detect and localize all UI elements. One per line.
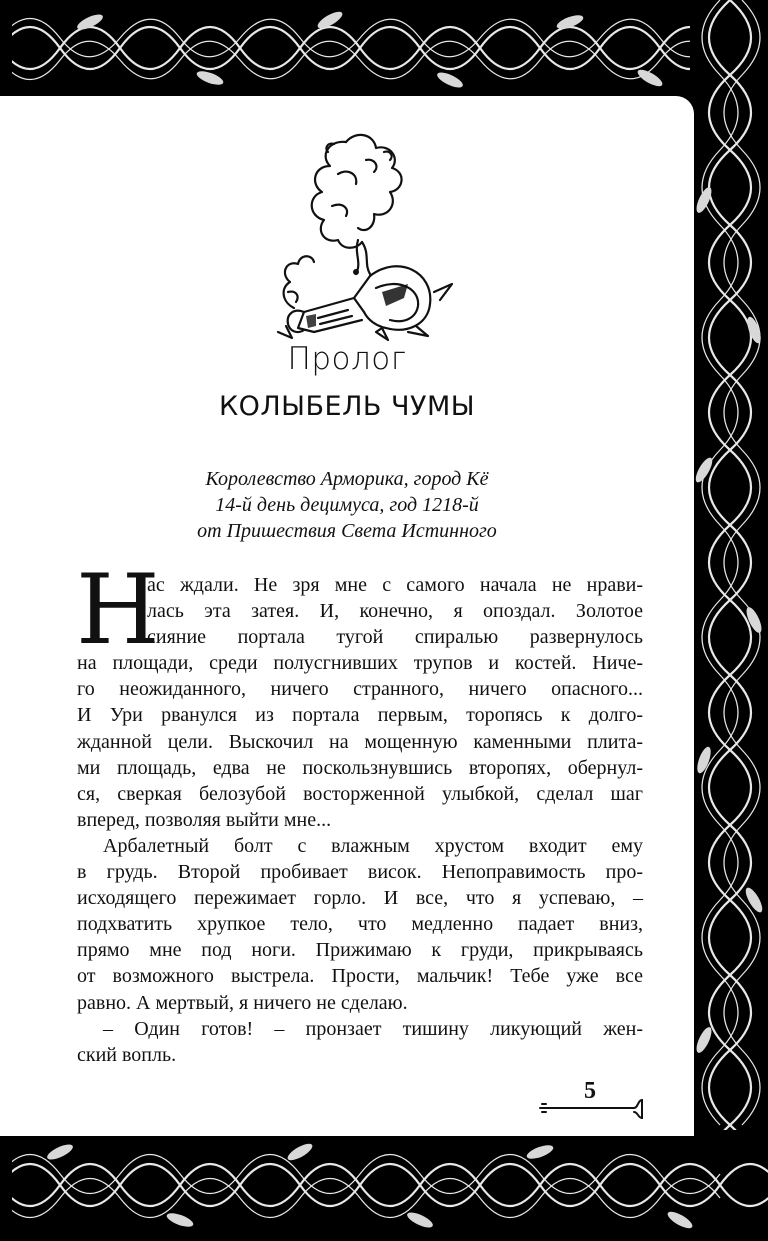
text-line: сияние портала тугой спиралью развернулось: [147, 626, 643, 649]
text-line: прямо мне под ноги. Прижимаю к груди, прикрываясь: [77, 939, 643, 962]
text-line: от возможного выстрела. Прости, мальчик! Тебе уже все: [77, 965, 643, 988]
text-line: го неожиданного, ничего странного, ничего опасного...: [77, 678, 643, 701]
text-line: ас ждали. Не зря мне с самого начала не нрави-: [147, 574, 643, 596]
text-line: в грудь. Второй пробивает висок. Непоправимость про-: [77, 861, 643, 884]
smoking-flask-illustration: [258, 122, 458, 342]
chapter-body: [76, 554, 643, 1068]
prologue-label: Пролог: [287, 341, 407, 377]
page-number-value: 5: [584, 1078, 596, 1104]
page-content: [0, 96, 694, 1136]
drop-cap: Н: [76, 554, 160, 666]
text-line: ми площадь, едва не поскользнувшись второпях, обернул-: [77, 756, 643, 779]
text-line: И Ури рванулся из портала первым, торопясь к долго-: [77, 704, 643, 727]
text-line: подхватить хрупкое тело, что медленно падает вниз,: [77, 913, 643, 936]
text-line: жданной цели. Выскочил на мощенную каменными плита-: [77, 730, 643, 753]
text-line: равно. А мертвый, я ничего не сделаю.: [77, 991, 408, 1014]
text-line: исходящего пережимает горло. И все, что я успеваю, –: [77, 887, 643, 910]
text-line: ский вопль.: [77, 1043, 177, 1066]
celtic-border-top: [0, 0, 768, 100]
text-line: – Один готов! – пронзает тишину ликующий жен-: [103, 1017, 643, 1040]
epigraph: [0, 466, 694, 544]
text-line: ся, сверкая белозубой восторженной улыбкой, сделал шаг: [77, 782, 643, 805]
text-line: лась эта затея. И, конечно, я опоздал. Золотое: [147, 600, 643, 623]
celtic-border-bottom: [0, 1130, 768, 1241]
epigraph-line: от Пришествия Света Истинного: [197, 520, 497, 542]
celtic-border-right: [690, 0, 768, 1241]
text-line: Арбалетный болт с влажным хрустом входит ему: [103, 834, 643, 857]
chapter-title: КОЛЫБЕЛЬ ЧУМЫ: [218, 391, 476, 422]
text-line: на площади, среди полусгнивших трупов и костей. Ниче-: [77, 652, 643, 675]
epigraph-line: Королевство Арморика, город Кё: [205, 468, 489, 490]
epigraph-line: 14-й день децимуса, год 1218-й: [215, 494, 479, 516]
page-number: [538, 1078, 648, 1120]
text-line: вперед, позволяя выйти мне...: [77, 808, 332, 831]
folio-ornament-icon: [538, 1098, 648, 1120]
